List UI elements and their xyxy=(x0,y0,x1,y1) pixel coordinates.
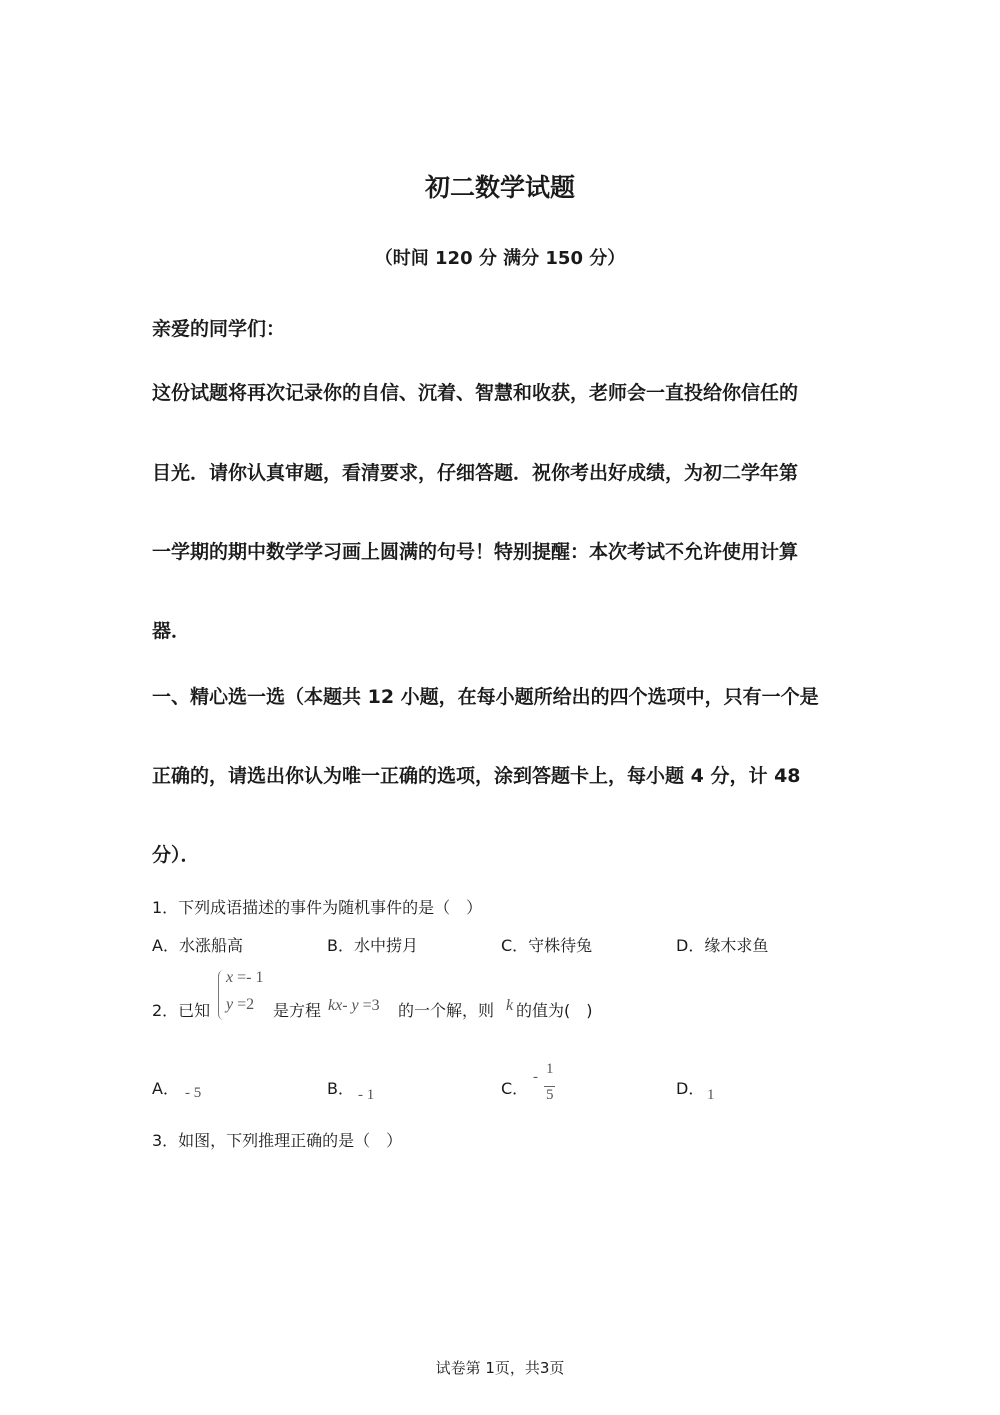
intro-line-2: 目光．请你认真审题，看清要求，仔细答题．祝你考出好成绩，为初二学年第 xyxy=(152,462,799,484)
question-2-option-b-label: B． xyxy=(327,1079,354,1098)
eq-y: y xyxy=(351,997,359,1014)
question-2-option-c-label: C． xyxy=(501,1079,529,1098)
fraction-denominator: 5 xyxy=(546,1087,554,1103)
section1-line-3: 分）． xyxy=(152,844,200,866)
page-footer: 试卷第 1页，共3页 xyxy=(435,1359,565,1377)
intro-line-1: 这份试题将再次记录你的自信、沉着、智慧和收获，老师会一直投给你信任的 xyxy=(152,382,799,404)
exam-title: 初二数学试题 xyxy=(424,173,575,202)
question-2-option-a-value: - 5 xyxy=(185,1085,202,1101)
fraction-numerator: 1 xyxy=(546,1061,554,1077)
intro-line-3: 一学期的期中数学学习画上圆满的句号！特别提醒：本次考试不允许使用计算 xyxy=(152,541,799,563)
question-2-suffix: 的一个解，则 xyxy=(398,1001,495,1020)
value-y: =2 xyxy=(237,996,255,1013)
eq-value: =3 xyxy=(362,997,380,1014)
system-brace xyxy=(218,970,225,1020)
var-x: x xyxy=(226,969,234,986)
question-1-option-a: A．水涨船高 xyxy=(152,936,243,955)
system-eq-y xyxy=(226,996,254,1014)
question-1-stem: 1．下列成语描述的事件为随机事件的是（ ） xyxy=(152,898,483,917)
question-2-option-c-sign: - xyxy=(533,1069,538,1085)
section1-line-1: 一、精心选一选（本题共 12 小题，在每小题所给出的四个选项中，只有一个是 xyxy=(152,686,819,708)
question-3-stem: 3．如图，下列推理正确的是（ ） xyxy=(152,1131,403,1150)
system-eq-x xyxy=(226,969,263,987)
eq-kx: kx xyxy=(328,997,343,1014)
question-2-option-d-label: D． xyxy=(676,1079,705,1098)
greeting: 亲爱的同学们： xyxy=(152,318,286,340)
question-1-option-d: D．缘木求鱼 xyxy=(676,936,769,955)
var-k: k xyxy=(506,997,514,1014)
question-2-mid: 是方程 xyxy=(273,1001,322,1020)
question-1-option-c: C．守株待兔 xyxy=(501,936,593,955)
question-2-option-d-value: 1 xyxy=(707,1087,715,1103)
question-2-prefix: 2．已知 xyxy=(152,1001,211,1020)
value-x: =- 1 xyxy=(237,969,264,986)
question-2-option-b-value: - 1 xyxy=(358,1087,375,1103)
equation xyxy=(328,997,380,1015)
section1-line-2: 正确的，请选出你认为唯一正确的选项，涂到答题卡上，每小题 4 分，计 48 xyxy=(152,765,801,787)
question-2-option-a-label: A． xyxy=(152,1079,179,1098)
var-y: y xyxy=(226,996,234,1013)
intro-line-4: 器． xyxy=(152,620,191,642)
question-1-option-b: B．水中捞月 xyxy=(327,936,418,955)
question-2-end: 的值为( ) xyxy=(516,1001,593,1020)
exam-subtitle: （时间 120 分 满分 150 分） xyxy=(374,248,626,269)
eq-minus: - xyxy=(342,997,352,1014)
